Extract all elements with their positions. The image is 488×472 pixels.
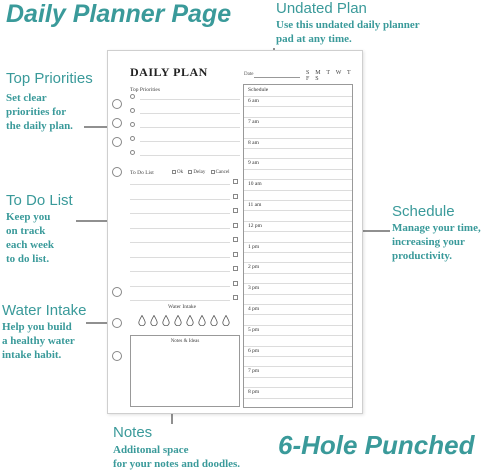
priority-bullet [130,122,135,127]
schedule-row-blank [244,294,352,304]
schedule-time: 5 pm [248,326,260,333]
schedule-row [244,138,352,148]
schedule-time: 1 pm [248,243,260,250]
schedule-row [244,325,352,335]
undated-text-1: Use this undated daily planner [276,19,420,31]
undated-title: Undated Plan [276,0,367,17]
priorities-title: Top Priorities [6,70,93,87]
schedule-box [243,84,353,408]
planner-title: DAILY PLAN [130,65,208,79]
todo-line [130,286,230,287]
priorities-text-1: Set clear [6,92,47,104]
todo-checkbox[interactable] [233,281,238,286]
schedule-row-blank [244,356,352,366]
priority-bullet [130,108,135,113]
todo-checkbox[interactable] [233,252,238,257]
schedule-row [244,158,352,168]
checkbox-icon [188,170,192,174]
schedule-row-blank [244,148,352,158]
schedule-time: 11 am [248,202,262,208]
todo-line [130,213,230,214]
todo-option-cancel: Cancel [215,170,230,176]
schedule-row [244,179,352,189]
water-drop-icon[interactable] [222,315,230,326]
schedule-row [244,242,352,252]
notes-box [130,335,240,407]
schedule-text-2: increasing your [392,236,465,248]
schedule-row [244,200,352,210]
water-text-3: intake habit. [2,349,62,361]
priority-line [140,127,240,128]
todo-option-ok: Ok [177,170,184,176]
schedule-row-blank [244,273,352,283]
schedule-time: 3 pm [248,285,260,292]
punch-hole [112,318,122,328]
schedule-row [244,262,352,272]
schedule-row [244,283,352,293]
weekday-letters: S M T W T F S [306,70,353,82]
checkbox-icon [172,170,176,174]
water-drop-icon[interactable] [186,315,194,326]
punch-hole [112,99,122,109]
schedule-row-blank [244,231,352,241]
schedule-time: 7 am [248,118,259,125]
schedule-row-blank [244,106,352,116]
priority-line [140,113,240,114]
todo-checkbox[interactable] [233,223,238,228]
priorities-text-2: priorities for [6,106,67,118]
todo-checkbox[interactable] [233,266,238,271]
water-intake-label: Water Intake [168,304,197,310]
notes-text-1: Additonal space [113,444,189,456]
schedule-row-blank [244,169,352,179]
schedule-time: 6 am [248,98,259,104]
water-drop-icon[interactable] [210,315,218,326]
schedule-row [244,387,352,397]
priority-bullet [130,94,135,99]
schedule-row-blank [244,190,352,200]
todo-line [130,199,230,200]
date-line [254,77,300,78]
schedule-time: 8 am [248,139,259,146]
punch-hole [112,118,122,128]
schedule-row [244,117,352,127]
schedule-time: 6 pm [248,347,260,354]
todo-status-options [172,170,233,175]
schedule-row-blank [244,314,352,324]
todo-text-4: to do list. [6,253,50,265]
schedule-row-blank [244,252,352,262]
schedule-time: 7 pm [248,368,260,375]
hole-punched-headline: 6-Hole Punched [278,430,475,460]
todo-line [130,300,230,301]
punch-hole [112,167,122,177]
todo-title: To Do List [6,192,73,209]
todo-line [130,242,230,243]
top-priorities-label: Top Priorities [130,87,161,93]
todo-line [130,184,230,185]
priorities-text-3: the daily plan. [6,120,73,132]
schedule-row [244,366,352,376]
schedule-time: 10 am [248,181,262,188]
schedule-title: Schedule [392,203,455,220]
water-drop-icon[interactable] [174,315,182,326]
schedule-row-blank [244,127,352,137]
water-text-1: Help you build [2,321,72,333]
schedule-text-3: productivity. [392,250,453,262]
schedule-text-1: Manage your time, [392,222,481,234]
planner-page [107,50,363,414]
priority-bullet [130,136,135,141]
todo-line [130,228,230,229]
water-drop-icon[interactable] [138,315,146,326]
checkbox-icon [211,170,215,174]
punch-hole [112,287,122,297]
todo-checkbox[interactable] [233,237,238,242]
schedule-time: 12 pm [248,222,262,229]
priority-line [140,99,240,100]
undated-text-2: pad at any time. [276,33,352,45]
schedule-label: Schedule [248,87,269,93]
todo-line [130,257,230,258]
todo-label: To Do List [130,170,154,176]
todo-line [130,271,230,272]
todo-checkbox[interactable] [233,179,238,184]
water-text-2: a healthy water [2,335,75,347]
schedule-row-blank [244,398,352,408]
punch-hole [112,137,122,147]
schedule-row [244,221,352,231]
todo-text-2: on track [6,225,46,237]
schedule-row [244,304,352,314]
priority-line [140,141,240,142]
schedule-time: 4 pm [248,306,260,312]
todo-checkbox[interactable] [233,208,238,213]
priority-bullet [130,150,135,155]
todo-checkbox[interactable] [233,194,238,199]
schedule-time: 9 am [248,160,259,167]
schedule-row-blank [244,335,352,345]
water-drop-icon[interactable] [198,315,206,326]
date-label: Date [244,72,254,77]
headline: Daily Planner Page [6,0,232,28]
schedule-time: 8 pm [248,389,260,396]
water-drop-icon[interactable] [150,315,158,326]
todo-option-delay: Delay [193,170,206,176]
notes-text-2: for your notes and doodles. [113,458,241,470]
notes-title: Notes [113,424,153,441]
todo-text-1: Keep you [6,211,51,223]
water-title: Water Intake [2,302,87,319]
todo-checkbox[interactable] [233,295,238,300]
schedule-row [244,96,352,106]
schedule-row [244,346,352,356]
schedule-row-blank [244,377,352,387]
schedule-row-blank [244,210,352,220]
notes-ideas-label: Notes & Ideas [170,339,200,344]
water-drop-icon[interactable] [162,315,170,326]
priority-line [140,155,240,156]
schedule-time: 2 pm [248,264,260,271]
todo-text-3: each week [6,239,54,251]
punch-hole [112,351,122,361]
